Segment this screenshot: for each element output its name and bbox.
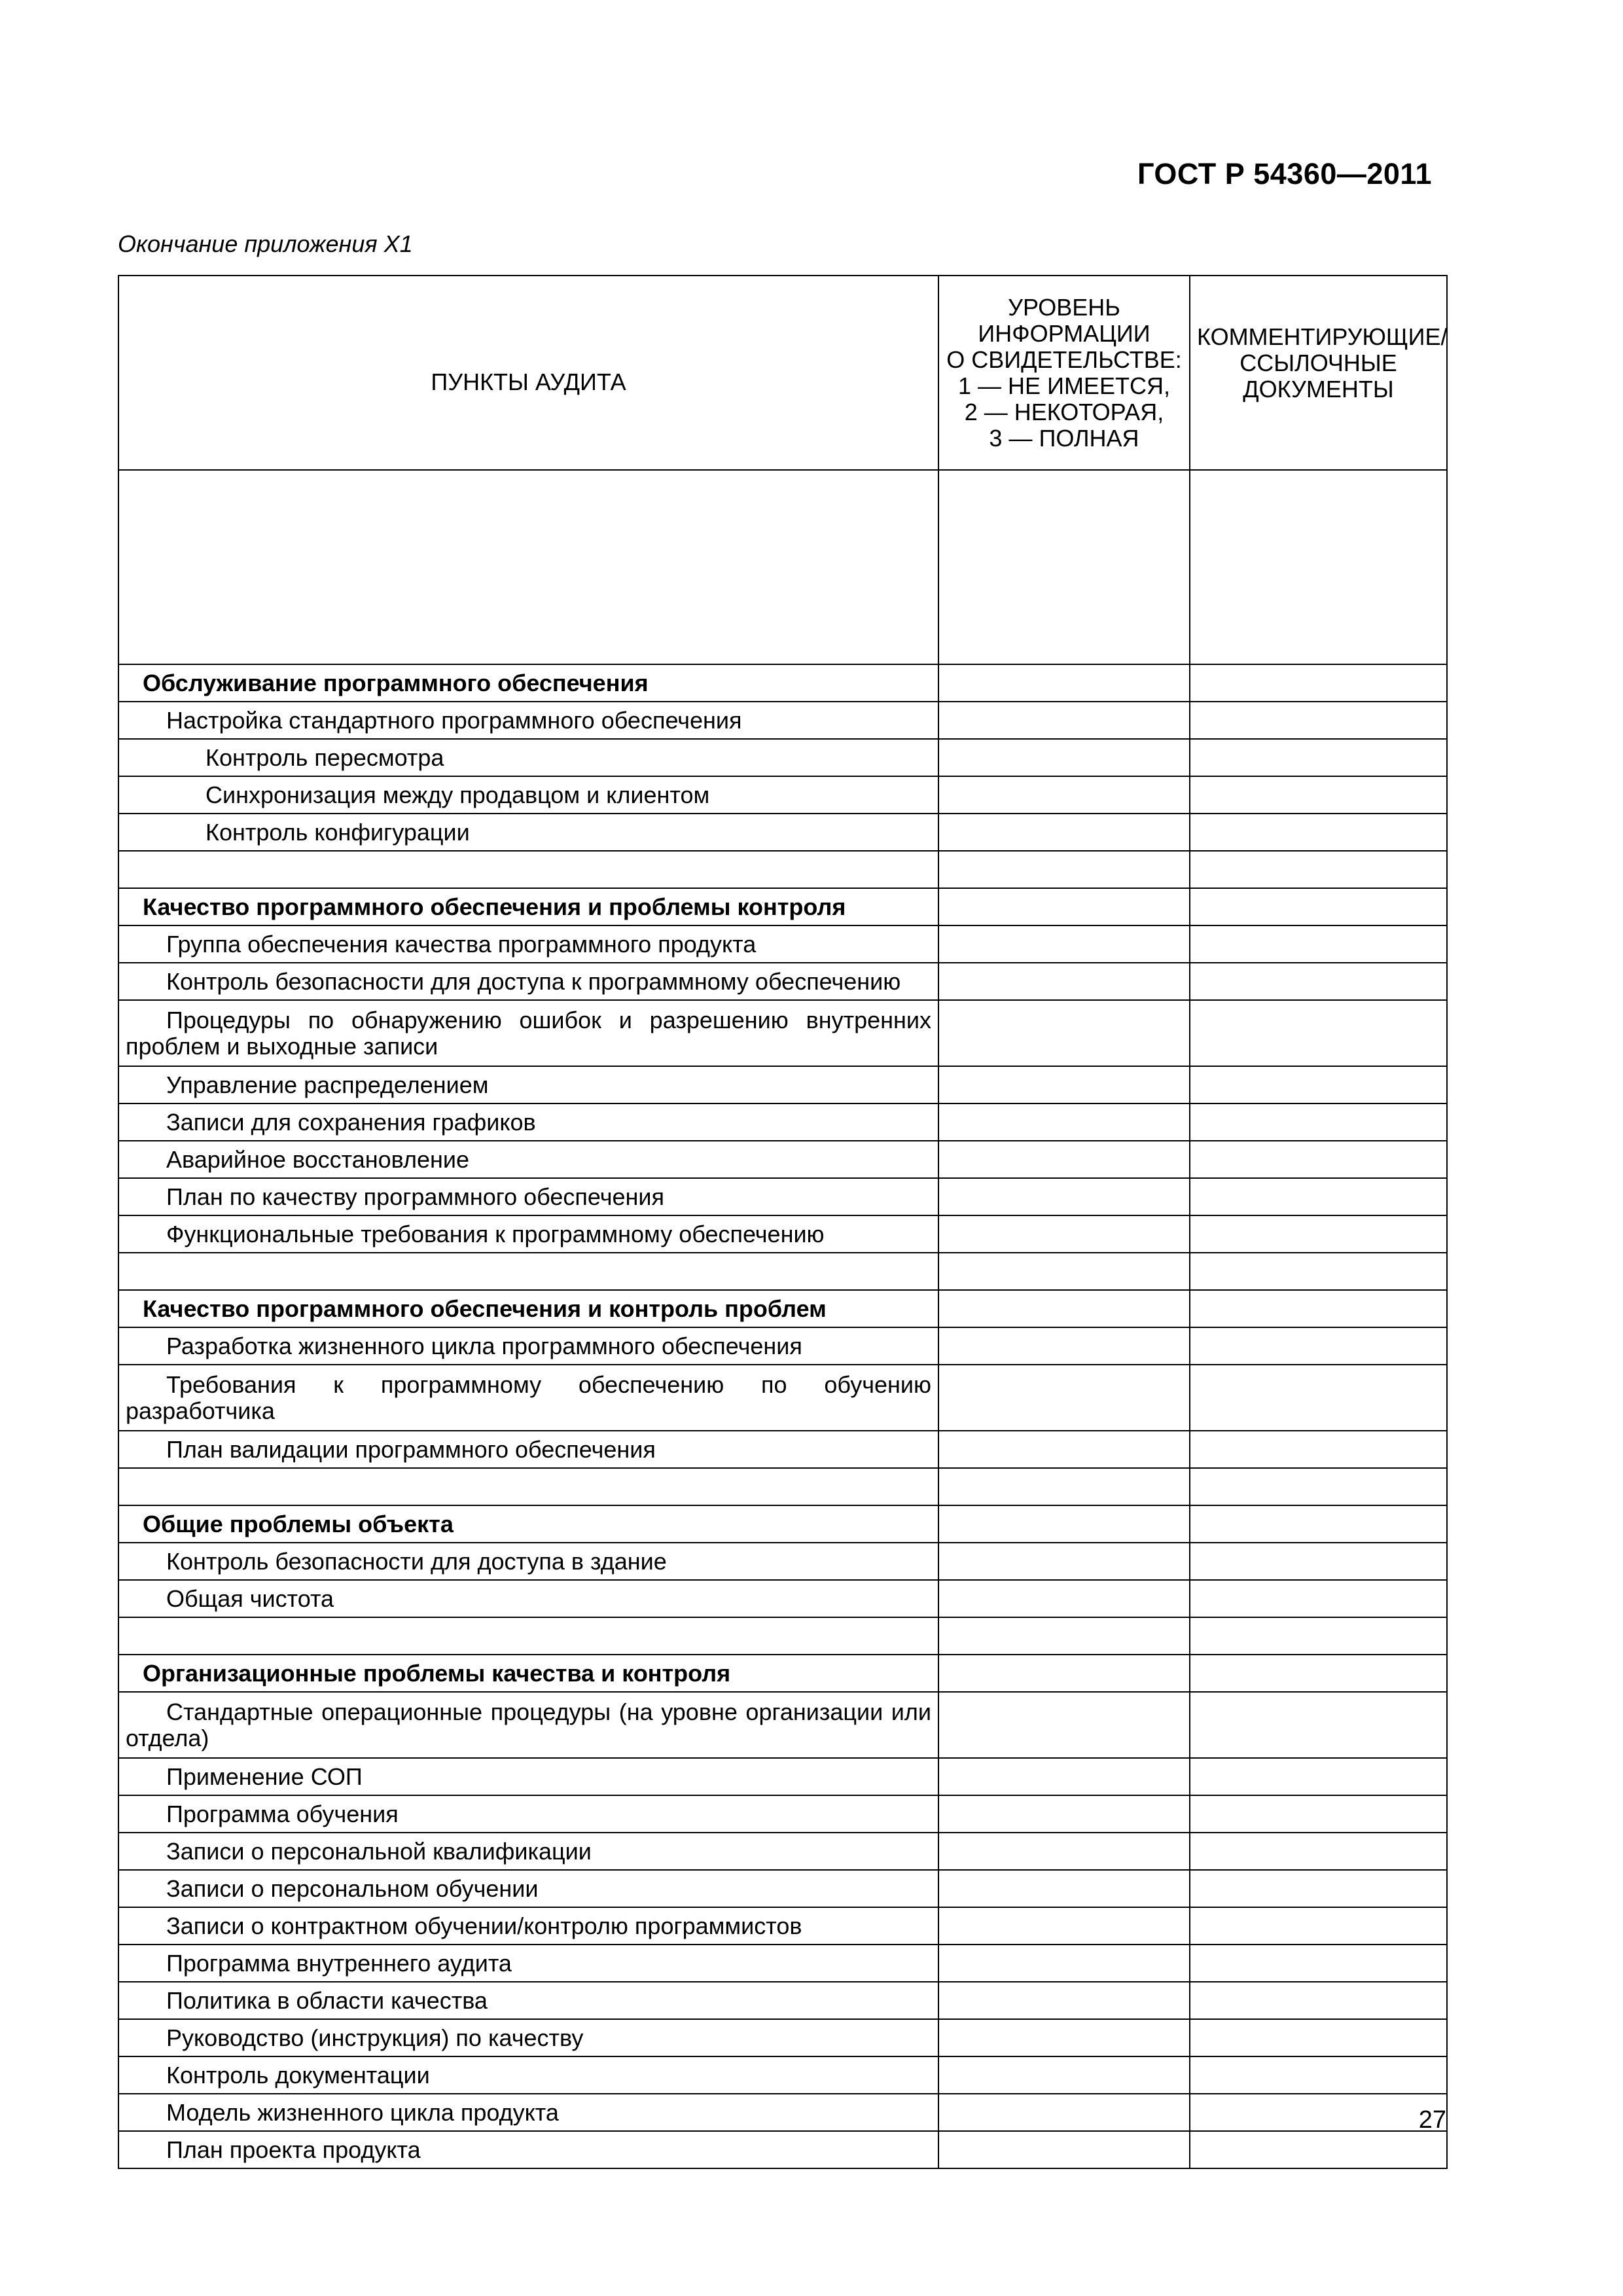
audit-item: Разработка жизненного цикла программного обеспечения <box>118 1327 938 1365</box>
table-row <box>118 1543 1447 1580</box>
reference-docs-cell <box>1190 1103 1447 1141</box>
table-row <box>118 702 1447 739</box>
section-heading: Организационные проблемы качества и контроля <box>118 1655 938 1692</box>
table-row <box>118 2094 1447 2131</box>
table-row <box>118 963 1447 1000</box>
reference-docs-cell <box>1190 1066 1447 1103</box>
evidence-level-cell <box>938 2131 1190 2168</box>
evidence-level-cell <box>938 2094 1190 2131</box>
table-row <box>118 2019 1447 2056</box>
evidence-level-cell <box>938 963 1190 1000</box>
audit-item: Контроль безопасности для доступа к программному обеспечению <box>118 963 938 1000</box>
header-line: ДОКУМЕНТЫ <box>1243 375 1394 403</box>
audit-item: План проекта продукта <box>118 2131 938 2168</box>
table-row <box>118 1365 1447 1431</box>
reference-docs-cell <box>1190 1290 1447 1327</box>
reference-docs-cell <box>1190 1870 1447 1907</box>
reference-docs-cell <box>1190 1253 1447 1290</box>
reference-docs-cell <box>1190 1431 1447 1468</box>
table-row <box>118 664 1447 702</box>
evidence-level-cell <box>938 1431 1190 1468</box>
reference-docs-cell <box>1190 963 1447 1000</box>
evidence-level-cell <box>938 1982 1190 2019</box>
reference-docs-cell <box>1190 851 1447 888</box>
evidence-level-cell <box>938 1066 1190 1103</box>
table-row <box>118 1215 1447 1253</box>
evidence-level-cell <box>938 1795 1190 1833</box>
reference-docs-cell <box>1190 1468 1447 1505</box>
evidence-level-cell <box>938 664 1190 702</box>
reference-docs-cell <box>1190 1907 1447 1945</box>
evidence-level-cell <box>938 814 1190 851</box>
table-row <box>118 888 1447 925</box>
header-line: ИНФОРМАЦИИ <box>978 319 1150 347</box>
audit-item: Управление распределением <box>118 1066 938 1103</box>
reference-docs-cell <box>1190 1833 1447 1870</box>
header-reference-docs <box>1190 276 1447 470</box>
reference-docs-cell <box>1190 1215 1447 1253</box>
reference-docs-cell <box>1190 1580 1447 1617</box>
reference-docs-cell <box>1190 1692 1447 1758</box>
table-row <box>118 1833 1447 1870</box>
reference-docs-cell <box>1190 1758 1447 1795</box>
audit-item: План по качеству программного обеспечения <box>118 1178 938 1215</box>
evidence-level-cell <box>938 888 1190 925</box>
reference-docs-cell <box>1190 888 1447 925</box>
audit-item <box>118 1617 938 1655</box>
reference-docs-cell <box>1190 2094 1447 2131</box>
table-row <box>118 1907 1447 1945</box>
table-row <box>118 2131 1447 2168</box>
header-line: 1 — НЕ ИМЕЕТСЯ, <box>958 372 1170 399</box>
evidence-level-cell <box>938 1617 1190 1655</box>
table-row <box>118 1655 1447 1692</box>
audit-item: Аварийное восстановление <box>118 1141 938 1178</box>
table-row <box>118 814 1447 851</box>
audit-item: Контроль безопасности для доступа в здание <box>118 1543 938 1580</box>
table-row <box>118 1290 1447 1327</box>
audit-table <box>118 275 1448 2169</box>
header-line: 3 — ПОЛНАЯ <box>989 424 1139 452</box>
table-row <box>118 1103 1447 1141</box>
reference-docs-cell <box>1190 1327 1447 1365</box>
header-line: КОММЕНТИРУЮЩИЕ/ <box>1197 323 1448 350</box>
page-number: 27 <box>1418 2106 1446 2134</box>
audit-item <box>118 1468 938 1505</box>
evidence-level-cell <box>938 1580 1190 1617</box>
header-line: 2 — НЕКОТОРАЯ, <box>964 398 1164 425</box>
reference-docs-cell <box>1190 2131 1447 2168</box>
audit-item: Контроль документации <box>118 2056 938 2094</box>
table-row <box>118 1178 1447 1215</box>
evidence-level-cell <box>938 1290 1190 1327</box>
section-heading: Обслуживание программного обеспечения <box>118 664 938 702</box>
audit-item <box>118 1253 938 1290</box>
reference-docs-cell <box>1190 1543 1447 1580</box>
header-line: ССЫЛОЧНЫЕ <box>1240 349 1397 376</box>
audit-item: Записи о персональной квалификации <box>118 1833 938 1870</box>
audit-item: Программа внутреннего аудита <box>118 1945 938 1982</box>
evidence-level-cell <box>938 1543 1190 1580</box>
evidence-level-cell <box>938 1505 1190 1543</box>
reference-docs-cell <box>1190 1945 1447 1982</box>
audit-item: Требования к программному обеспечению по обучению разработчика <box>118 1365 938 1431</box>
audit-item: Функциональные требования к программному обеспечению <box>118 1215 938 1253</box>
reference-docs-cell <box>1190 2019 1447 2056</box>
audit-item <box>118 851 938 888</box>
table-row <box>118 1617 1447 1655</box>
table-row <box>118 1982 1447 2019</box>
document-code: ГОСТ Р 54360—2011 <box>1137 157 1432 190</box>
table-row <box>118 1758 1447 1795</box>
reference-docs-cell <box>1190 2056 1447 2094</box>
section-heading: Качество программного обеспечения и контроль проблем <box>118 1290 938 1327</box>
evidence-level-cell <box>938 1253 1190 1290</box>
table-row <box>118 2056 1447 2094</box>
audit-item: Группа обеспечения качества программного продукта <box>118 925 938 963</box>
evidence-level-cell <box>938 1103 1190 1141</box>
table-row <box>118 1945 1447 1982</box>
audit-item: Записи о персональном обучении <box>118 1870 938 1907</box>
header-line: О СВИДЕТЕЛЬСТВЕ: <box>946 346 1182 373</box>
evidence-level-cell <box>938 702 1190 739</box>
table-row <box>118 1468 1447 1505</box>
reference-docs-cell <box>1190 1141 1447 1178</box>
evidence-level-cell <box>938 1000 1190 1066</box>
reference-docs-cell <box>1190 925 1447 963</box>
section-heading: Качество программного обеспечения и проблемы контроля <box>118 888 938 925</box>
evidence-level-cell <box>938 2019 1190 2056</box>
reference-docs-cell <box>1190 739 1447 776</box>
audit-item: Применение СОП <box>118 1758 938 1795</box>
evidence-level-cell <box>938 1327 1190 1365</box>
evidence-level-cell <box>938 1758 1190 1795</box>
audit-item: Синхронизация между продавцом и клиентом <box>118 776 938 814</box>
evidence-level-cell <box>938 1141 1190 1178</box>
audit-item: Стандартные операционные процедуры (на уровне организации или отдела) <box>118 1692 938 1758</box>
table-row <box>118 1141 1447 1178</box>
table-row <box>118 1580 1447 1617</box>
evidence-level-cell <box>938 1907 1190 1945</box>
evidence-level-cell <box>938 1365 1190 1431</box>
table-header-row <box>118 276 1447 470</box>
evidence-level-cell <box>938 776 1190 814</box>
reference-docs-cell <box>1190 776 1447 814</box>
appendix-subtitle: Окончание приложения Х1 <box>118 230 413 257</box>
header-line: ПУНКТЫ АУДИТА <box>431 368 626 395</box>
evidence-level-cell <box>938 1945 1190 1982</box>
table-row <box>118 1327 1447 1365</box>
table-row <box>118 1870 1447 1907</box>
table-body <box>118 664 1447 2168</box>
table-row <box>118 1505 1447 1543</box>
audit-item: Программа обучения <box>118 1795 938 1833</box>
evidence-level-cell <box>938 739 1190 776</box>
table-row <box>118 925 1447 963</box>
reference-docs-cell <box>1190 1655 1447 1692</box>
reference-docs-cell <box>1190 702 1447 739</box>
audit-item: Руководство (инструкция) по качеству <box>118 2019 938 2056</box>
audit-item: Настройка стандартного программного обеспечения <box>118 702 938 739</box>
reference-docs-cell <box>1190 1178 1447 1215</box>
audit-item: Записи для сохранения графиков <box>118 1103 938 1141</box>
evidence-level-cell <box>938 1692 1190 1758</box>
evidence-level-cell <box>938 1178 1190 1215</box>
audit-item: Контроль пересмотра <box>118 739 938 776</box>
audit-item: Модель жизненного цикла продукта <box>118 2094 938 2131</box>
reference-docs-cell <box>1190 1505 1447 1543</box>
evidence-level-cell <box>938 1215 1190 1253</box>
header-line: УРОВЕНЬ <box>1008 293 1120 321</box>
table-row <box>118 1253 1447 1290</box>
evidence-level-cell <box>938 1833 1190 1870</box>
reference-docs-cell <box>1190 1365 1447 1431</box>
audit-item: Процедуры по обнаружению ошибок и разрешению внутренних проблем и выходные записи <box>118 1000 938 1066</box>
evidence-level-cell <box>938 1468 1190 1505</box>
evidence-level-cell <box>938 1655 1190 1692</box>
evidence-level-cell <box>938 1870 1190 1907</box>
evidence-level-cell <box>938 2056 1190 2094</box>
audit-item: Контроль конфигурации <box>118 814 938 851</box>
audit-item: План валидации программного обеспечения <box>118 1431 938 1468</box>
reference-docs-cell <box>1190 1617 1447 1655</box>
audit-item: Общая чистота <box>118 1580 938 1617</box>
reference-docs-cell <box>1190 1795 1447 1833</box>
table-row <box>118 739 1447 776</box>
table-row <box>118 776 1447 814</box>
reference-docs-cell <box>1190 664 1447 702</box>
reference-docs-cell <box>1190 1000 1447 1066</box>
table-row <box>118 1431 1447 1468</box>
reference-docs-cell <box>1190 814 1447 851</box>
audit-item: Записи о контрактном обучении/контролю программистов <box>118 1907 938 1945</box>
header-separator <box>118 470 1447 664</box>
table-row <box>118 1066 1447 1103</box>
reference-docs-cell <box>1190 1982 1447 2019</box>
table-row <box>118 851 1447 888</box>
header-audit-items <box>118 276 938 470</box>
table-row <box>118 1795 1447 1833</box>
audit-item: Политика в области качества <box>118 1982 938 2019</box>
section-heading: Общие проблемы объекта <box>118 1505 938 1543</box>
evidence-level-cell <box>938 925 1190 963</box>
header-evidence-level <box>938 276 1190 470</box>
evidence-level-cell <box>938 851 1190 888</box>
table-row <box>118 1000 1447 1066</box>
table-row <box>118 1692 1447 1758</box>
